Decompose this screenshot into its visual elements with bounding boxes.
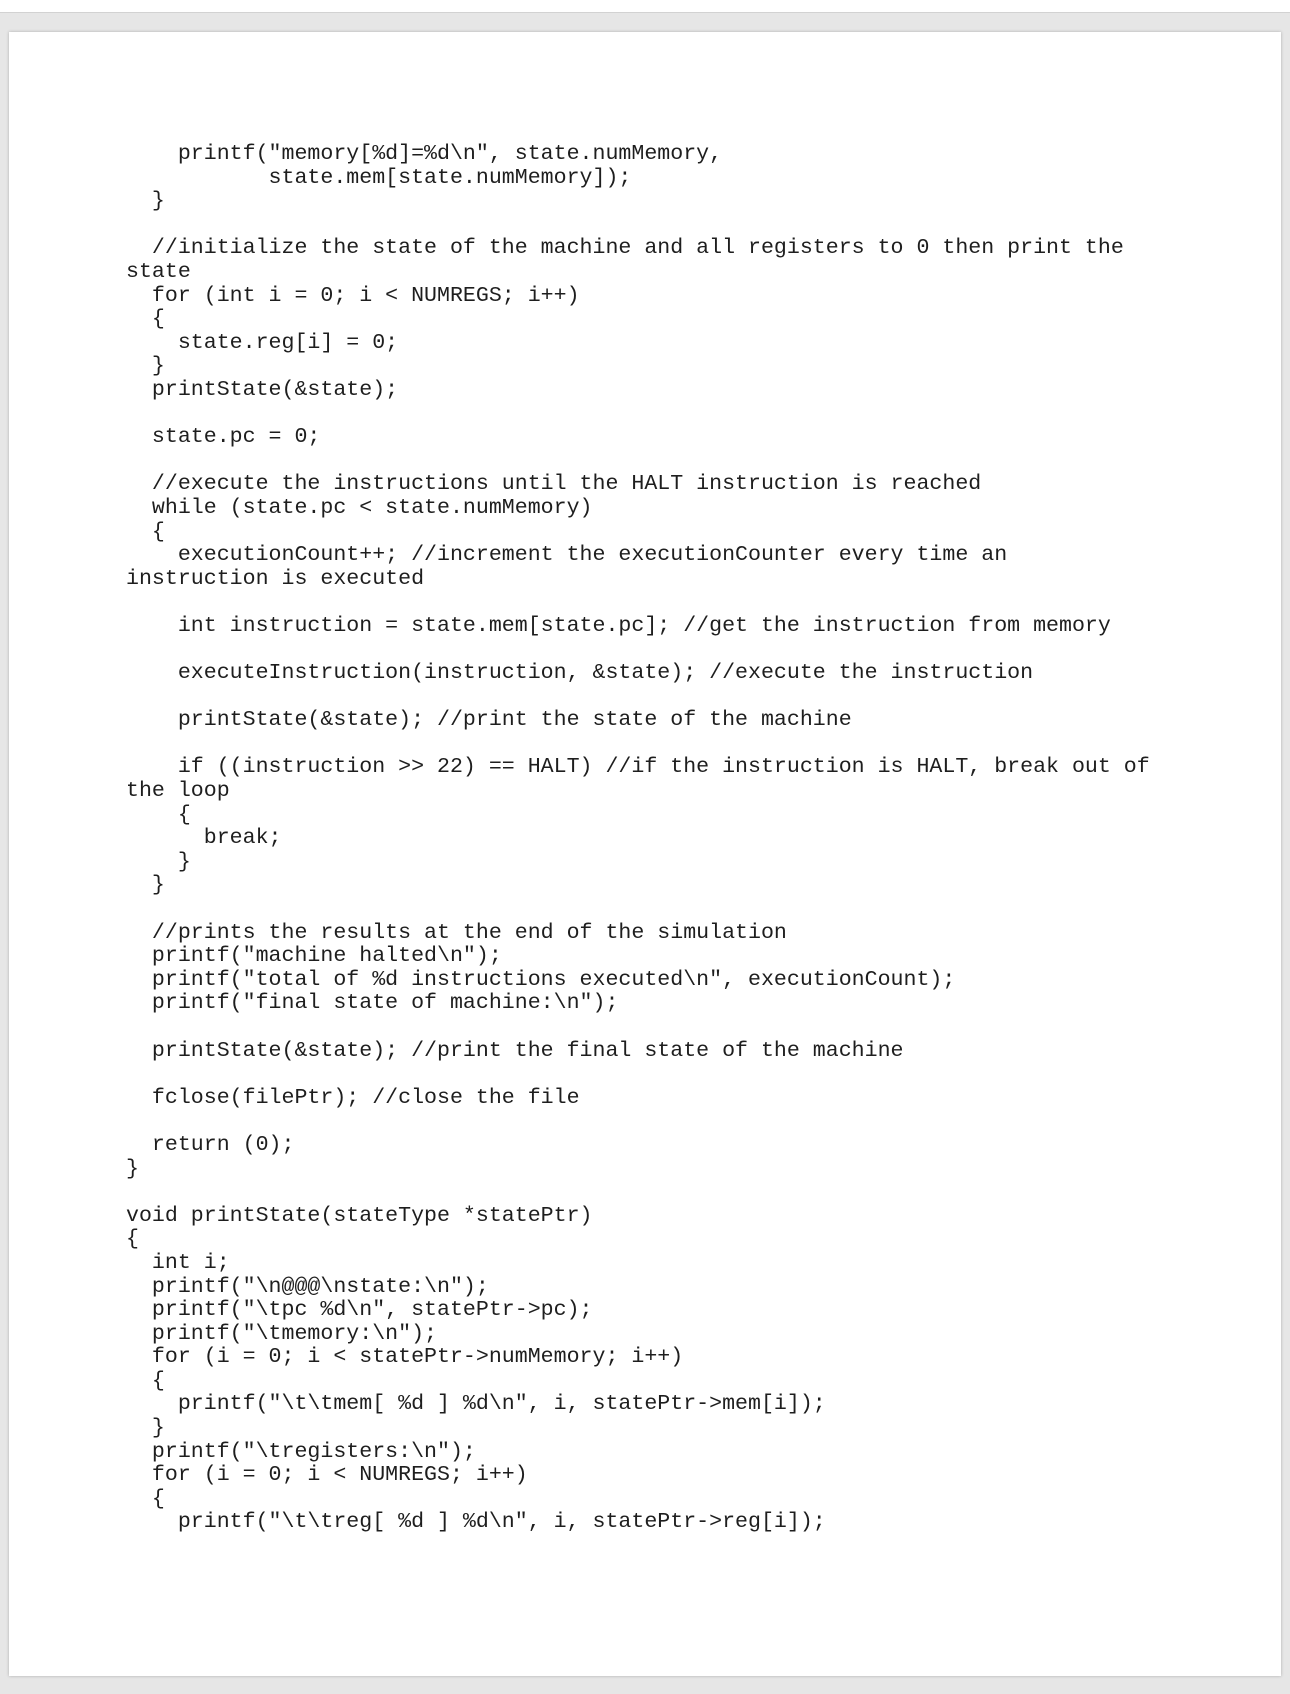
- viewer-top-strip: [0, 0, 1290, 13]
- code-line: }: [126, 1156, 139, 1181]
- code-line: executeInstruction(instruction, &state); //execute the instruction: [126, 661, 1034, 686]
- code-line: for (int i = 0; i < NUMREGS; i++): [126, 283, 580, 308]
- code-line: while (state.pc < state.numMemory): [126, 495, 593, 520]
- code-line: [126, 1063, 1206, 1087]
- code-line: //execute the instructions until the HALT instruction is reached: [126, 472, 982, 497]
- code-line: [126, 686, 1206, 710]
- code-line: [126, 1016, 1206, 1040]
- code-line: state.pc = 0;: [126, 425, 321, 450]
- code-line: int instruction = state.mem[state.pc]; //get the instruction from memory: [126, 613, 1111, 638]
- code-line: return (0);: [126, 1132, 295, 1157]
- code-line: printf("\t\tmem[ %d ] %d\n", i, statePtr->mem[i]);: [126, 1392, 826, 1417]
- code-line: }: [126, 1416, 165, 1441]
- code-line: the loop: [126, 779, 230, 804]
- code-line: printState(&state);: [126, 377, 399, 402]
- document-page: [9, 32, 1281, 1676]
- code-line: for (i = 0; i < statePtr->numMemory; i++): [126, 1345, 684, 1370]
- code-line: }: [126, 189, 165, 214]
- code-line: //initialize the state of the machine and all registers to 0 then print the: [126, 236, 1124, 261]
- code-line: [126, 450, 1206, 474]
- code-line: fclose(filePtr); //close the file: [126, 1085, 580, 1110]
- code-line: printf("\tregisters:\n");: [126, 1439, 476, 1464]
- code-line: executionCount++; //increment the executionCounter every time an: [126, 543, 1008, 568]
- code-line: [126, 898, 1206, 922]
- code-line: {: [126, 1227, 139, 1252]
- code-line: [126, 638, 1206, 662]
- code-line: [126, 591, 1206, 615]
- code-line: printf("machine halted\n");: [126, 944, 502, 969]
- code-line: printState(&state); //print the final state of the machine: [126, 1038, 904, 1063]
- code-line: int i;: [126, 1250, 230, 1275]
- code-line: }: [126, 873, 165, 898]
- code-line: [126, 1181, 1206, 1205]
- code-line: printf("total of %d instructions executed\n", executionCount);: [126, 967, 956, 992]
- code-line: printf("\tpc %d\n", statePtr->pc);: [126, 1298, 593, 1323]
- code-line: //prints the results at the end of the simulation: [126, 920, 787, 945]
- code-line: printf("final state of machine:\n");: [126, 991, 619, 1016]
- code-line: }: [126, 849, 191, 874]
- code-listing: [126, 143, 1206, 1535]
- code-line: printf("\t\treg[ %d ] %d\n", i, statePtr->reg[i]);: [126, 1510, 826, 1535]
- code-line: for (i = 0; i < NUMREGS; i++): [126, 1463, 528, 1488]
- code-line: break;: [126, 826, 282, 851]
- code-line: if ((instruction >> 22) == HALT) //if the instruction is HALT, break out of: [126, 755, 1150, 780]
- code-line: [126, 733, 1206, 757]
- code-line: [126, 214, 1206, 238]
- code-line: {: [126, 1486, 165, 1511]
- code-line: instruction is executed: [126, 566, 425, 591]
- code-line: state: [126, 259, 191, 284]
- code-line: printf("memory[%d]=%d\n", state.numMemory,: [126, 142, 723, 166]
- code-line: [126, 1110, 1206, 1134]
- code-line: {: [126, 519, 165, 544]
- code-line: {: [126, 1368, 165, 1393]
- code-line: [126, 403, 1206, 427]
- code-line: printState(&state); //print the state of the machine: [126, 708, 852, 733]
- code-line: state.reg[i] = 0;: [126, 330, 399, 355]
- code-line: printf("\n@@@\nstate:\n");: [126, 1274, 489, 1299]
- code-line: {: [126, 802, 191, 827]
- code-line: state.mem[state.numMemory]);: [126, 165, 632, 190]
- code-line: {: [126, 307, 165, 332]
- code-line: printf("\tmemory:\n");: [126, 1321, 438, 1346]
- code-line: }: [126, 354, 165, 379]
- code-line: void printState(stateType *statePtr): [126, 1203, 593, 1228]
